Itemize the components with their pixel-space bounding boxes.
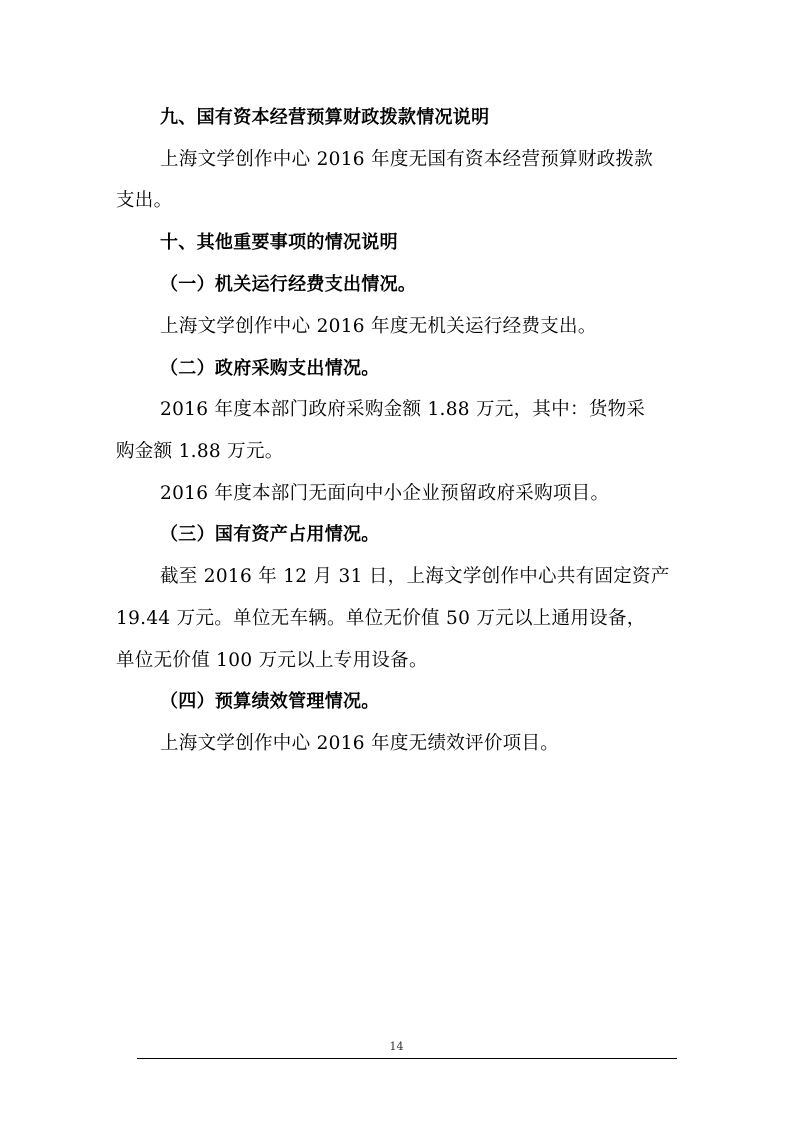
section9-heading: 九、国有资本经营预算财政拨款情况说明 — [160, 107, 490, 128]
sub1-heading: （一）机关运行经费支出情况。 — [160, 274, 417, 295]
sub4-heading: （四）预算绩效管理情况。 — [160, 691, 380, 712]
section9-paragraph-line1: 上海文学创作中心 2016 年度无国有资本经营预算财政拨款 — [160, 149, 654, 170]
sub3-heading: （三）国有资产占用情况。 — [160, 524, 380, 545]
section10-heading: 十、其他重要事项的情况说明 — [160, 232, 398, 253]
sub2-paragraph2: 2016 年度本部门无面向中小企业预留政府采购项目。 — [160, 483, 610, 504]
sub3-paragraph-line3: 单位无价值 100 万元以上专用设备。 — [116, 650, 428, 671]
page-number: 14 — [389, 1040, 404, 1053]
section9-paragraph-line2: 支出。 — [116, 190, 173, 211]
sub4-paragraph: 上海文学创作中心 2016 年度无绩效评价项目。 — [160, 733, 560, 754]
sub2-heading: （二）政府采购支出情况。 — [160, 358, 380, 379]
sub3-paragraph-line2: 19.44 万元。单位无车辆。单位无价值 50 万元以上通用设备， — [116, 608, 646, 629]
footer-divider — [137, 1058, 677, 1059]
sub3-paragraph-line1: 截至 2016 年 12 月 31 日，上海文学创作中心共有固定资产 — [160, 566, 670, 587]
sub2-paragraph1-line1: 2016 年度本部门政府采购金额 1.88 万元，其中：货物采 — [160, 399, 646, 420]
sub2-paragraph1-line2: 购金额 1.88 万元。 — [116, 441, 284, 462]
sub1-paragraph: 上海文学创作中心 2016 年度无机关运行经费支出。 — [160, 316, 597, 337]
